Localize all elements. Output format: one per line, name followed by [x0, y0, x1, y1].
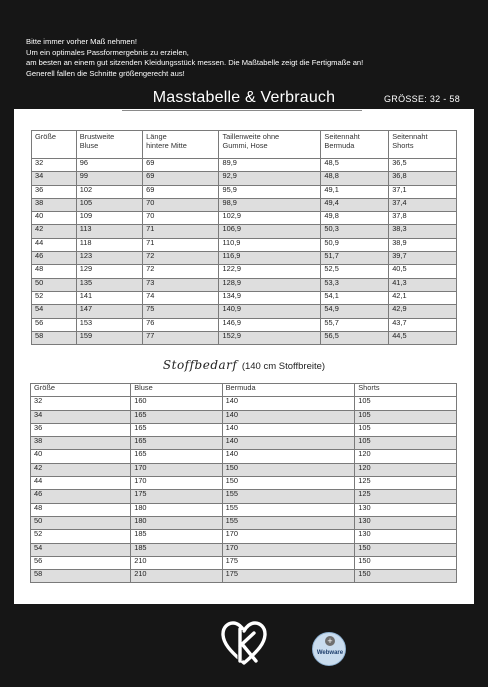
fabric-cell: 120	[355, 463, 457, 476]
measurement-header-cell: Brustweite Bluse	[76, 131, 142, 159]
title-divider	[122, 110, 362, 111]
measurement-cell: 152,9	[219, 331, 321, 344]
measurement-row	[32, 225, 457, 238]
measurement-row	[32, 198, 457, 211]
measurement-cell: 50,3	[321, 225, 389, 238]
measurement-row	[32, 331, 457, 344]
intro-line: Bitte immer vorher Maß nehmen!	[26, 37, 137, 46]
fabric-cell: 54	[31, 543, 131, 556]
fabric-cell: 38	[31, 437, 131, 450]
measurement-cell: 44,5	[389, 331, 457, 344]
measurement-cell: 75	[143, 305, 219, 318]
intro-text	[26, 37, 466, 79]
measurement-cell: 70	[143, 212, 219, 225]
fabric-cell: 150	[222, 477, 355, 490]
fabric-header-cell: Größe	[31, 384, 131, 397]
measurement-cell: 39,7	[389, 252, 457, 265]
fabric-cell: 105	[355, 423, 457, 436]
measurement-row	[32, 159, 457, 172]
measurement-cell: 134,9	[219, 291, 321, 304]
size-range: GRÖSSE: 32 - 58	[383, 94, 460, 104]
fabric-header-cell: Shorts	[355, 384, 457, 397]
fabric-cell: 42	[31, 463, 131, 476]
measurement-cell: 36	[32, 185, 77, 198]
measurement-header-cell: Größe	[32, 131, 77, 159]
fabric-cell: 32	[31, 397, 131, 410]
fabric-cell: 50	[31, 516, 131, 529]
fabric-cell: 140	[222, 397, 355, 410]
measurement-cell: 109	[76, 212, 142, 225]
measurement-cell: 69	[143, 172, 219, 185]
measurement-cell: 56,5	[321, 331, 389, 344]
fabric-header-cell: Bermuda	[222, 384, 355, 397]
fabric-cell: 56	[31, 556, 131, 569]
measurement-cell: 53,3	[321, 278, 389, 291]
fabric-row	[31, 423, 457, 436]
measurement-cell: 146,9	[219, 318, 321, 331]
fabric-cell: 155	[222, 503, 355, 516]
measurement-header-cell: Seitennaht Shorts	[389, 131, 457, 159]
measurement-cell: 71	[143, 225, 219, 238]
fabric-cell: 130	[355, 516, 457, 529]
fabric-cell: 165	[131, 450, 222, 463]
fabric-cell: 180	[131, 516, 222, 529]
page-title: Masstabelle & Verbrauch	[152, 89, 336, 106]
measurement-cell: 51,7	[321, 252, 389, 265]
measurement-cell: 118	[76, 238, 142, 251]
measurement-cell: 102,9	[219, 212, 321, 225]
fabric-row	[31, 450, 457, 463]
fabric-cell: 160	[131, 397, 222, 410]
measurement-row	[32, 318, 457, 331]
fabric-cell: 180	[131, 503, 222, 516]
fabric-header-cell: Bluse	[131, 384, 222, 397]
measurement-cell: 96	[76, 159, 142, 172]
fabric-cell: 140	[222, 450, 355, 463]
measurement-cell: 141	[76, 291, 142, 304]
measurement-cell: 44	[32, 238, 77, 251]
fabric-table	[30, 383, 457, 583]
measurement-cell: 52,5	[321, 265, 389, 278]
measurement-cell: 122,9	[219, 265, 321, 278]
fabric-cell: 105	[355, 437, 457, 450]
fabric-cell: 170	[222, 530, 355, 543]
measurement-cell: 34	[32, 172, 77, 185]
measurement-table	[31, 130, 457, 345]
fabric-row	[31, 397, 457, 410]
fabric-cell: 130	[355, 530, 457, 543]
measurement-row	[32, 291, 457, 304]
fabric-cell: 175	[222, 556, 355, 569]
measurement-cell: 42,9	[389, 305, 457, 318]
fabric-cell: 125	[355, 477, 457, 490]
fabric-cell: 175	[131, 490, 222, 503]
fabric-cell: 170	[131, 477, 222, 490]
fabric-row	[31, 410, 457, 423]
fabric-cell: 34	[31, 410, 131, 423]
measurement-cell: 37,1	[389, 185, 457, 198]
measurement-cell: 54	[32, 305, 77, 318]
measurement-cell: 37,4	[389, 198, 457, 211]
size-chart-sheet	[14, 87, 474, 604]
fabric-row	[31, 490, 457, 503]
fabric-cell: 170	[131, 463, 222, 476]
fabric-cell: 150	[355, 543, 457, 556]
measurement-cell: 43,7	[389, 318, 457, 331]
fabric-cell: 46	[31, 490, 131, 503]
measurement-cell: 102	[76, 185, 142, 198]
measurement-header-cell: Länge hintere Mitte	[143, 131, 219, 159]
measurement-cell: 49,8	[321, 212, 389, 225]
fabric-cell: 120	[355, 450, 457, 463]
fabric-cell: 125	[355, 490, 457, 503]
measurement-cell: 140,9	[219, 305, 321, 318]
fabric-cell: 165	[131, 423, 222, 436]
fabric-row	[31, 530, 457, 543]
measurement-cell: 56	[32, 318, 77, 331]
fabric-width-note: (140 cm Stoffbreite)	[241, 361, 326, 372]
fabric-row	[31, 543, 457, 556]
plus-icon: +	[327, 636, 333, 646]
fabric-cell: 44	[31, 477, 131, 490]
measurement-cell: 32	[32, 159, 77, 172]
fabric-heading	[14, 356, 474, 374]
measurement-cell: 123	[76, 252, 142, 265]
fabric-row	[31, 516, 457, 529]
measurement-cell: 73	[143, 278, 219, 291]
fabric-cell: 150	[355, 556, 457, 569]
measurement-cell: 89,9	[219, 159, 321, 172]
measurement-cell: 116,9	[219, 252, 321, 265]
fabric-cell: 150	[222, 463, 355, 476]
measurement-cell: 38,3	[389, 225, 457, 238]
measurement-cell: 37,8	[389, 212, 457, 225]
intro-line: Generell fallen die Schnitte größengerecht aus!	[26, 68, 185, 78]
measurement-row	[32, 265, 457, 278]
fabric-cell: 105	[355, 410, 457, 423]
fabric-cell: 175	[222, 570, 355, 583]
fabric-row	[31, 437, 457, 450]
fabric-cell: 155	[222, 516, 355, 529]
measurement-cell: 110,9	[219, 238, 321, 251]
brand-logo-icon	[220, 621, 268, 667]
measurement-cell: 36,5	[389, 159, 457, 172]
fabric-cell: 165	[131, 410, 222, 423]
measurement-row	[32, 305, 457, 318]
measurement-row	[32, 278, 457, 291]
measurement-cell: 98,9	[219, 198, 321, 211]
intro-line: Um ein optimales Passformergebnis zu erzielen,	[26, 47, 189, 57]
measurement-row	[32, 252, 457, 265]
fabric-cell: 185	[131, 543, 222, 556]
measurement-cell: 40	[32, 212, 77, 225]
fabric-cell: 48	[31, 503, 131, 516]
measurement-cell: 48	[32, 265, 77, 278]
measurement-row	[32, 212, 457, 225]
measurement-cell: 92,9	[219, 172, 321, 185]
measurement-cell: 41,3	[389, 278, 457, 291]
fabric-cell: 40	[31, 450, 131, 463]
measurement-cell: 69	[143, 185, 219, 198]
measurement-row	[32, 185, 457, 198]
measurement-cell: 135	[76, 278, 142, 291]
measurement-cell: 147	[76, 305, 142, 318]
fabric-cell: 52	[31, 530, 131, 543]
fabric-row	[31, 570, 457, 583]
fabric-cell: 105	[355, 397, 457, 410]
fabric-cell: 185	[131, 530, 222, 543]
fabric-cell: 155	[222, 490, 355, 503]
measurement-cell: 52	[32, 291, 77, 304]
measurement-cell: 49,4	[321, 198, 389, 211]
badge-label: Webware	[316, 650, 344, 656]
fabric-row	[31, 503, 457, 516]
measurement-cell: 128,9	[219, 278, 321, 291]
measurement-cell: 50,9	[321, 238, 389, 251]
measurement-cell: 38,9	[389, 238, 457, 251]
measurement-cell: 48,5	[321, 159, 389, 172]
measurement-header-cell: Seitennaht Bermuda	[321, 131, 389, 159]
measurement-cell: 77	[143, 331, 219, 344]
measurement-cell: 95,9	[219, 185, 321, 198]
measurement-cell: 40,5	[389, 265, 457, 278]
fabric-cell: 36	[31, 423, 131, 436]
measurement-cell: 76	[143, 318, 219, 331]
measurement-cell: 71	[143, 238, 219, 251]
measurement-cell: 58	[32, 331, 77, 344]
measurement-cell: 153	[76, 318, 142, 331]
measurement-cell: 50	[32, 278, 77, 291]
fabric-cell: 130	[355, 503, 457, 516]
fabric-row	[31, 463, 457, 476]
fabric-cell: 210	[131, 556, 222, 569]
measurement-cell: 113	[76, 225, 142, 238]
measurement-cell: 72	[143, 252, 219, 265]
measurement-cell: 106,9	[219, 225, 321, 238]
fabric-cell: 140	[222, 423, 355, 436]
measurement-cell: 55,7	[321, 318, 389, 331]
measurement-cell: 36,8	[389, 172, 457, 185]
intro-line: am besten an einem gut sitzenden Kleidungsstück messen. Die Maßtabelle zeigt die Fertigmaße an!	[26, 58, 364, 68]
measurement-cell: 69	[143, 159, 219, 172]
measurement-cell: 105	[76, 198, 142, 211]
measurement-row	[32, 172, 457, 185]
measurement-header-cell: Taillenweite ohne Gummi, Hose	[219, 131, 321, 159]
measurement-cell: 74	[143, 291, 219, 304]
fabric-cell: 58	[31, 570, 131, 583]
measurement-cell: 54,1	[321, 291, 389, 304]
measurement-cell: 38	[32, 198, 77, 211]
fabric-row	[31, 477, 457, 490]
measurement-cell: 159	[76, 331, 142, 344]
measurement-cell: 49,1	[321, 185, 389, 198]
measurement-cell: 42,1	[389, 291, 457, 304]
fabric-row	[31, 556, 457, 569]
fabric-cell: 170	[222, 543, 355, 556]
fabric-title: Stoffbedarf	[162, 358, 238, 372]
fabric-cell: 140	[222, 437, 355, 450]
fabric-cell: 165	[131, 437, 222, 450]
webware-badge	[312, 632, 346, 666]
measurement-cell: 54,9	[321, 305, 389, 318]
measurement-cell: 46	[32, 252, 77, 265]
measurement-cell: 99	[76, 172, 142, 185]
measurement-row	[32, 238, 457, 251]
measurement-cell: 72	[143, 265, 219, 278]
measurement-cell: 42	[32, 225, 77, 238]
fabric-cell: 140	[222, 410, 355, 423]
measurement-cell: 70	[143, 198, 219, 211]
measurement-cell: 48,8	[321, 172, 389, 185]
measurement-cell: 129	[76, 265, 142, 278]
fabric-cell: 150	[355, 570, 457, 583]
fabric-cell: 210	[131, 570, 222, 583]
